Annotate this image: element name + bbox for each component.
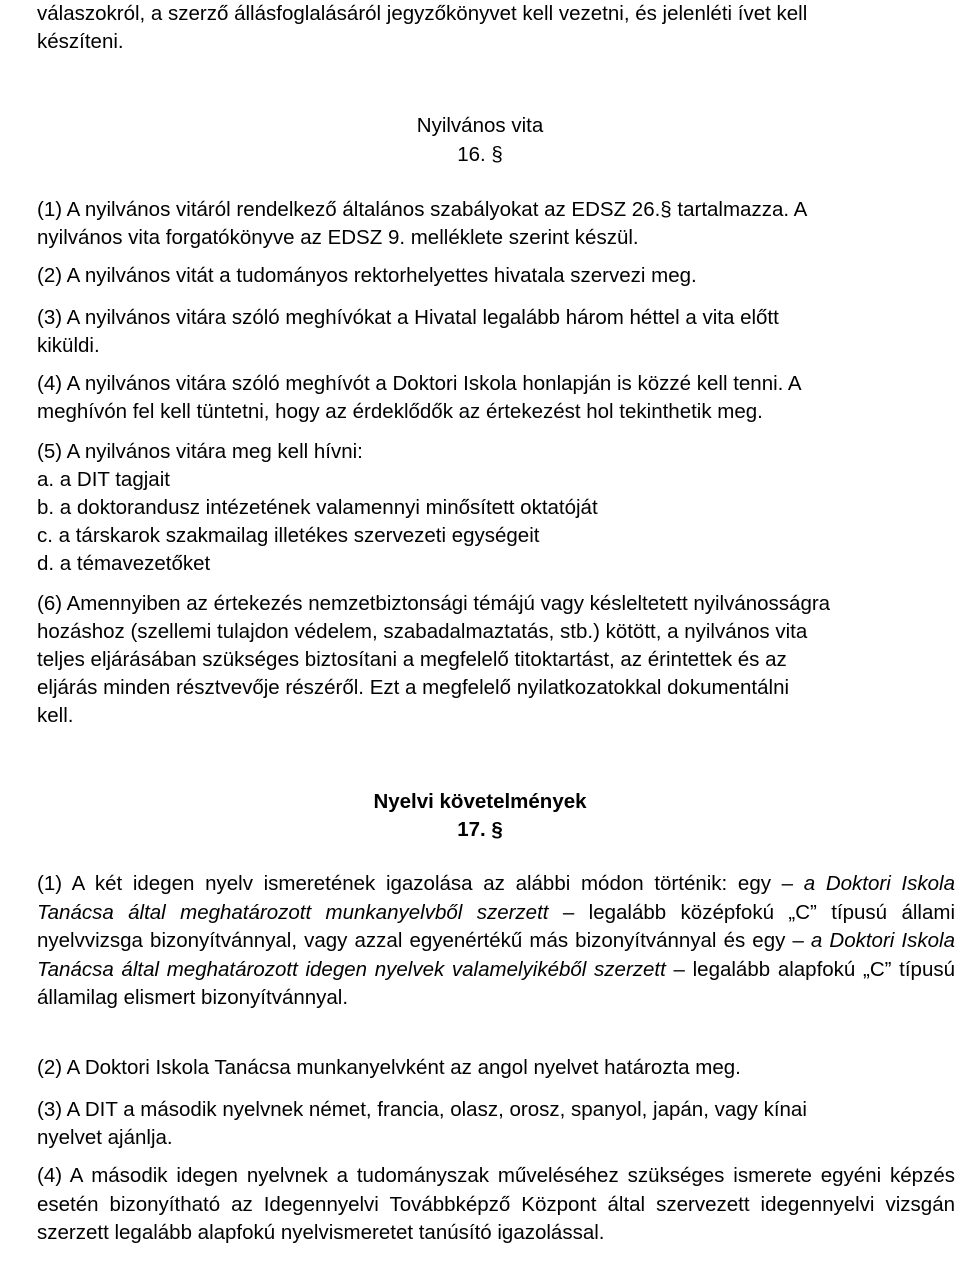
intro-line-2: készíteni. bbox=[37, 30, 124, 53]
section-16-title: Nyilvános vita bbox=[416, 114, 544, 137]
s16-p4-line-2: meghívón fel kell tüntetni, hogy az érdeklődők az értekezést hol tekinthetik meg. bbox=[37, 400, 763, 423]
s16-p6-line-5: kell. bbox=[37, 704, 74, 727]
s17-p3-line-1: (3) A DIT a második nyelvnek német, francia, olasz, orosz, spanyol, japán, vagy kínai bbox=[37, 1098, 807, 1121]
s17-p1-dash-3: – bbox=[792, 929, 804, 952]
s16-p6-line-3: teljes eljárásában szükséges biztosítani a megfelelő titoktartást, az érintettek és az bbox=[37, 648, 787, 671]
s16-p6-line-1: (6) Amennyiben az értekezés nemzetbiztonsági témájú vagy késleltetett nyilvánosságra bbox=[37, 592, 831, 615]
section-17-number: 17. § bbox=[457, 818, 503, 841]
s16-p4-line-1: (4) A nyilvános vitára szóló meghívót a Doktori Iskola honlapján is közzé kell tenni. A bbox=[37, 372, 802, 395]
s16-p2: (2) A nyilvános vitát a tudományos rektorhelyettes hivatala szervezi meg. bbox=[37, 264, 697, 287]
s17-p4: (4) A második idegen nyelvnek a tudományszak műveléséhez szükséges ismerete egyéni képzés esetén bizonyítható az Idegennyelvi Továbbképző Központ által szervezett idegennyelvi vizsgán szerzett legalább alapfokú nyelvismeretet tanúsító igazolással. bbox=[37, 1164, 955, 1244]
s16-p3-line-2: kiküldi. bbox=[37, 334, 100, 357]
s17-p1-text-a: (1) A két idegen nyelv ismeretének igazolása az alábbi módon történik: egy bbox=[37, 872, 782, 895]
s16-p5-item-a: a. a DIT tagjait bbox=[37, 468, 170, 491]
s16-p5-item-c: c. a társkarok szakmailag illetékes szervezeti egységeit bbox=[37, 524, 540, 547]
s17-p1-text-c: legalább alapfokú „C” típusú államilag elismert bizonyítvánnyal. bbox=[37, 957, 955, 1009]
s17-p1-italic-1: a Doktori Iskola Tanácsa által meghatározott munkanyelvből szerzett bbox=[37, 872, 955, 924]
s17-p1-dash-2: – bbox=[562, 900, 575, 924]
s17-p1-dash-1: – bbox=[781, 872, 794, 895]
s16-p5-item-b: b. a doktorandusz intézetének valamennyi minősített oktatóját bbox=[37, 496, 598, 519]
intro-line-1: válaszokról, a szerző állásfoglalásáról jegyzőkönyvet kell vezetni, és jelenléti ívet kell bbox=[37, 2, 808, 25]
s17-p1-italic-2: a Doktori Iskola Tanácsa által meghatározott idegen nyelvek valamelyikéből szerzett bbox=[37, 929, 955, 981]
s17-p1-text-b: legalább középfokú „C” típusú állami nyelvvizsga bizonyítvánnyal, vagy azzal egyenértékű más bizonyítvánnyal és egy bbox=[37, 900, 955, 952]
s16-p6-line-2: hozáshoz (szellemi tulajdon védelem, szabadalmaztatás, stb.) kötött, a nyilvános vita bbox=[37, 620, 808, 643]
s17-p2: (2) A Doktori Iskola Tanácsa munkanyelvként az angol nyelvet határozta meg. bbox=[37, 1056, 741, 1079]
s16-p5: (5) A nyilvános vitára meg kell hívni: bbox=[37, 440, 363, 463]
s17-p3-line-2: nyelvet ajánlja. bbox=[37, 1126, 173, 1149]
section-16-number: 16. § bbox=[457, 143, 503, 166]
s16-p1-line-2: nyilvános vita forgatókönyve az EDSZ 9. melléklete szerint készül. bbox=[37, 226, 639, 249]
section-17-title: Nyelvi követelmények bbox=[373, 790, 587, 813]
s16-p1-line-1: (1) A nyilvános vitáról rendelkező általános szabályokat az EDSZ 26.§ tartalmazza. A bbox=[37, 198, 808, 221]
s17-p1-dash-4: – bbox=[673, 957, 685, 981]
s17-p1 bbox=[37, 870, 955, 1013]
s16-p6-line-4: eljárás minden résztvevője részéről. Ezt a megfelelő nyilatkozatokkal dokumentálni bbox=[37, 676, 790, 699]
s16-p3-line-1: (3) A nyilvános vitára szóló meghívókat a Hivatal legalább három héttel a vita előtt bbox=[37, 306, 779, 329]
s16-p5-item-d: d. a témavezetőket bbox=[37, 552, 211, 575]
